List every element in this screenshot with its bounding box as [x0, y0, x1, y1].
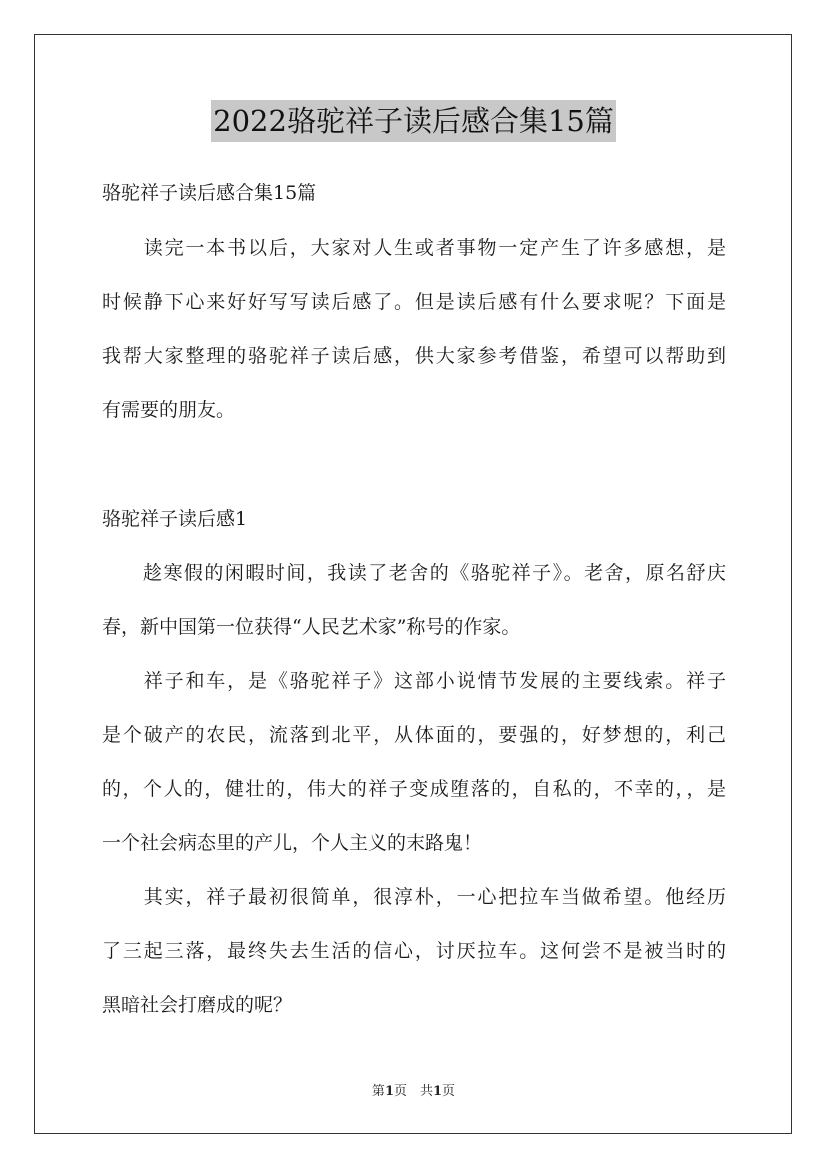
body-line-7: 其实，祥子最初很简单，很淳朴，一心把拉车当做希望。他经历	[102, 886, 726, 908]
footer-page-total: 1	[433, 1084, 443, 1099]
footer-page-mid: 页 共	[393, 1084, 433, 1099]
body-line-9: 黑暗社会打磨成的呢？	[102, 994, 293, 1016]
intro-line-3: 我帮大家整理的骆驼祥子读后感，供大家参考借鉴，希望可以帮助到	[102, 345, 726, 367]
intro-line-2: 时候静下心来好好写写读后感了。但是读后感有什么要求呢？下面是	[102, 291, 726, 313]
document-subtitle: 骆驼祥子读后感合集15篇	[102, 182, 317, 204]
title-container	[0, 100, 827, 142]
body-line-1: 趁寒假的闲暇时间，我读了老舍的《骆驼祥子》。老舍，原名舒庆	[102, 562, 726, 584]
footer-page-current: 1	[384, 1084, 394, 1099]
body-line-4: 是个破产的农民，流落到北平，从体面的，要强的，好梦想的，利己	[102, 724, 726, 746]
intro-line-1: 读完一本书以后，大家对人生或者事物一定产生了许多感想，是	[102, 237, 726, 259]
body-line-8: 了三起三落，最终失去生活的信心，讨厌拉车。这何尝不是被当时的	[102, 940, 726, 962]
footer-page-prefix: 第	[371, 1084, 385, 1099]
intro-line-4: 有需要的朋友。	[102, 399, 236, 421]
body-line-2: 春，新中国第一位获得“人民艺术家”称号的作家。	[102, 616, 521, 638]
body-line-6: 一个社会病态里的产儿，个人主义的末路鬼！	[102, 832, 483, 854]
body-line-5: 的，个人的，健壮的，伟大的祥子变成堕落的，自私的，不幸的，，是	[102, 778, 726, 800]
document-title: 2022骆驼祥子读后感合集15篇	[211, 100, 616, 142]
page-footer	[0, 1083, 827, 1101]
body-line-3: 祥子和车，是《骆驼祥子》这部小说情节发展的主要线索。祥子	[102, 670, 726, 692]
section-heading: 骆驼祥子读后感1	[102, 508, 248, 530]
footer-page-suffix: 页	[442, 1084, 456, 1099]
